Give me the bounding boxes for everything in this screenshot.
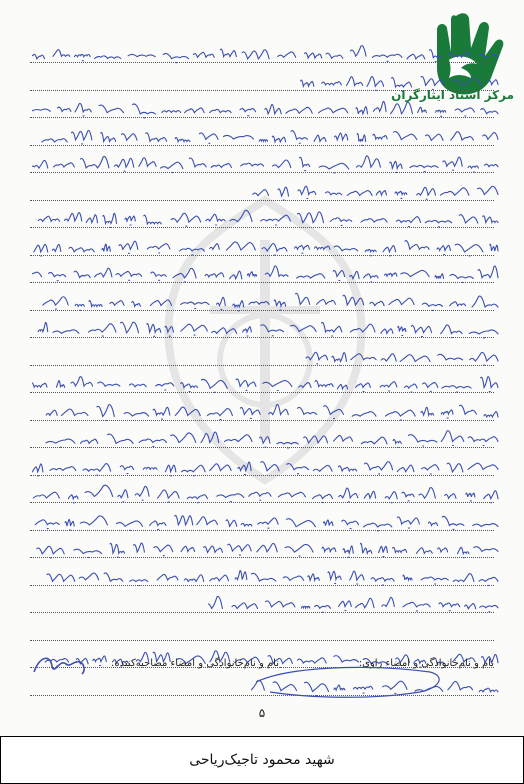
handwritten-line	[208, 592, 502, 614]
caption-text: شهید محمود تاجیک‌ریاحی	[189, 752, 335, 768]
handwritten-line	[32, 235, 502, 257]
logo-text: مرکز اسناد ایثارگران	[391, 88, 514, 102]
handwritten-line	[32, 482, 502, 504]
handwritten-line	[32, 427, 502, 449]
handwritten-line	[302, 345, 502, 367]
handwritten-line	[32, 207, 502, 229]
handwritten-line	[32, 317, 502, 339]
handwritten-line	[32, 290, 502, 312]
handwritten-signature-icon	[30, 650, 90, 680]
interviewer-signature-label: نام و نام‌خانوادگی و امضاء مصاحبه‌کننده:	[111, 658, 279, 669]
interviewer-signature-swoosh	[250, 662, 450, 702]
handwritten-line	[32, 510, 502, 532]
handwritten-line	[32, 537, 502, 559]
handwritten-line	[32, 372, 502, 394]
handwritten-line	[32, 152, 502, 174]
handwritten-line	[32, 97, 502, 119]
handwritten-line	[252, 180, 502, 202]
handwritten-line	[32, 42, 502, 64]
handwritten-line	[32, 262, 502, 284]
ruled-line	[30, 640, 494, 641]
handwritten-line	[32, 565, 502, 587]
handwritten-line	[32, 125, 502, 147]
handwritten-line	[32, 400, 502, 422]
handwritten-line	[32, 455, 502, 477]
handwritten-line	[292, 70, 502, 92]
page-number: ۵	[258, 706, 266, 720]
caption-box	[0, 736, 524, 784]
narrator-signature-label: نام و نام‌خانوادگی و امضاء راوی:	[358, 658, 494, 669]
